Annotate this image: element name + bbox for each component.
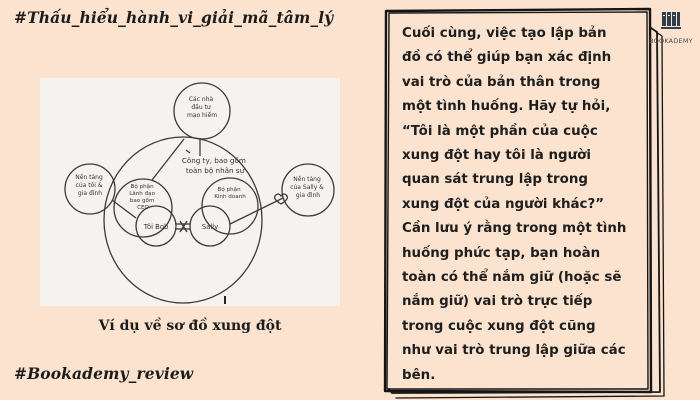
books-icon <box>660 10 682 32</box>
company-label: Công ty, bao gồm toàn bộ nhân sự <box>181 156 246 175</box>
dept-right-label: Bộ phận Kinh doanh <box>214 187 246 200</box>
me-label: Tôi Bob <box>143 223 169 231</box>
family-bob-label: Nền tảng của tôi & gia đình <box>75 174 103 197</box>
investors-label: Các nhà đầu tư mạo hiểm <box>186 96 218 119</box>
dept-left-label: Bộ phận Lãnh đạo bao gồm CEO <box>129 184 156 211</box>
logo-text: BOOKADEMY <box>649 37 693 45</box>
diagram-caption: Ví dụ về sơ đồ xung đột <box>98 318 282 334</box>
hashtag-top: #Thấu_hiểu_hành_vi_giải_mã_tâm_lý <box>14 8 334 27</box>
sally-label: Sally <box>201 223 219 231</box>
note-text: Cuối cùng, việc tạo lập bản đồ có thể giúp bạn xác định vai trò của bản thân trong một tình huống. Hãy tự hỏi, “Tôi là một phần của cuộc xung đột hay tôi là người quan sát trung lập trong xung đột của người khác?” Cần lưu ý rằng trong một tình huống phức tạp, bạn hoàn toàn có thể nắm giữ (hoặc sẽ nắm giữ) vai trò trực tiếp trong cuộc xung đột cũng như vai trò trung lập giữa các bên. <box>402 26 627 383</box>
hashtag-bottom: #Bookademy_review <box>14 364 194 383</box>
bookademy-logo <box>648 10 694 45</box>
family-sally-label: Nền tảng của Sally & gia đình <box>290 176 324 199</box>
